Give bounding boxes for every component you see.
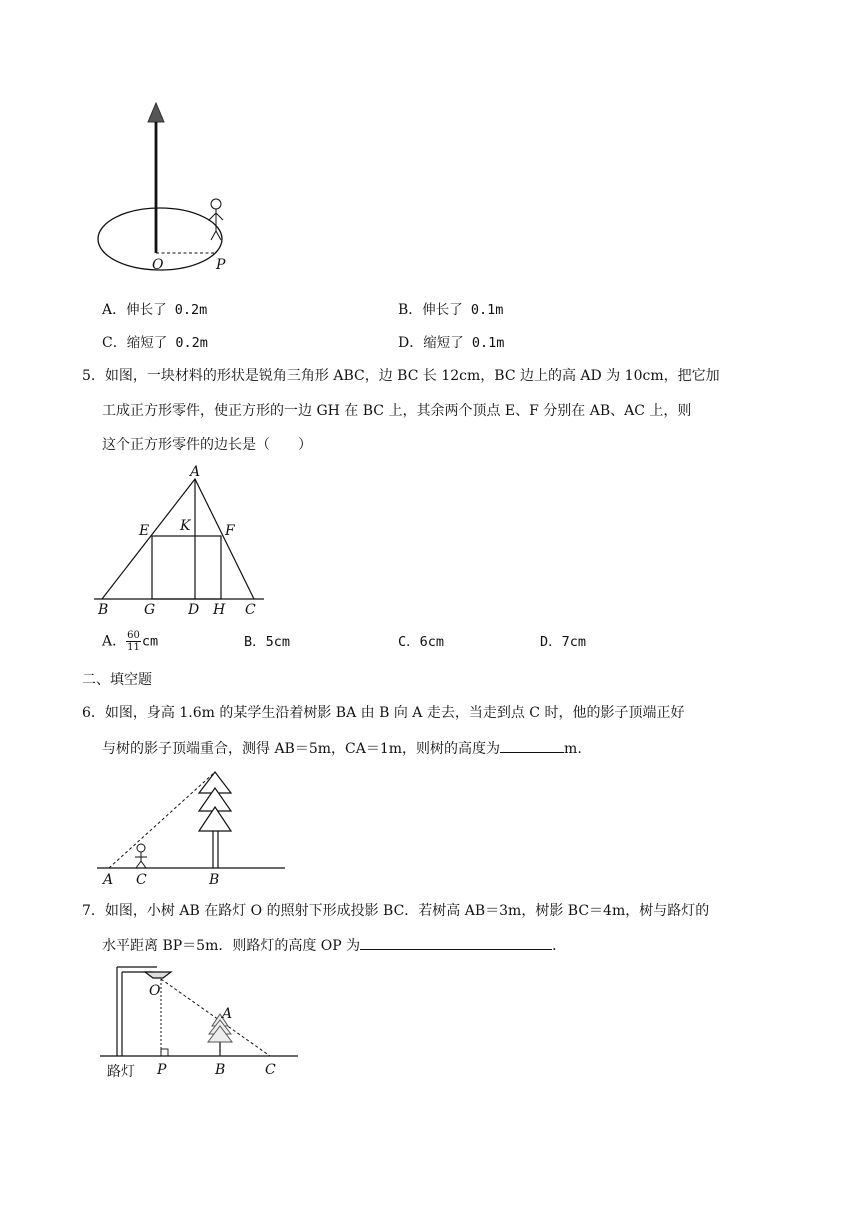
option-letter: D． xyxy=(398,335,424,351)
tree-figure xyxy=(199,772,231,868)
q5-figure xyxy=(92,462,272,620)
option-letter: A． xyxy=(102,302,127,318)
label-e: E xyxy=(139,523,150,539)
q6-text-line-2 xyxy=(102,738,582,759)
label-a: A xyxy=(222,1006,233,1022)
fraction xyxy=(126,630,141,653)
q7-answer-blank[interactable] xyxy=(360,935,552,950)
label-o: O xyxy=(152,257,164,273)
label-k: K xyxy=(180,518,191,534)
label-p: P xyxy=(216,257,226,273)
label-c: C xyxy=(136,872,147,888)
label-lamp: 路灯 xyxy=(107,1064,135,1080)
q4-option-a[interactable] xyxy=(102,300,207,320)
right-angle-mark xyxy=(161,1049,168,1056)
option-letter: A． xyxy=(102,633,127,650)
label-a: A xyxy=(103,872,114,888)
q5-option-c[interactable]: C．6cm xyxy=(398,634,445,650)
q4-figure xyxy=(90,95,250,280)
square-efhg xyxy=(152,536,221,599)
label-c: C xyxy=(265,1062,276,1078)
q6-answer-blank[interactable] xyxy=(500,738,564,753)
q7-figure xyxy=(95,962,305,1084)
q5-option-d[interactable]: D．7cm xyxy=(540,634,587,650)
q6-text: 与树的影子顶端重合，测得 AB＝5m，CA＝1m，则树的高度为 xyxy=(102,741,501,757)
student-figure xyxy=(135,844,147,868)
q7-text-line-2 xyxy=(102,935,566,956)
label-a: A xyxy=(190,464,201,480)
q6-unit: m. xyxy=(564,741,582,757)
q7-text: 水平距离 BP＝5m．则路灯的高度 OP 为 xyxy=(102,938,361,954)
q6-text-line-1: 6．如图，身高 1.6m 的某学生沿着树影 BA 由 B 向 A 走去，当走到点 C 时，他的影子顶端正好 xyxy=(82,705,685,721)
label-b: B xyxy=(209,872,220,888)
q5-text-line-3: 这个正方形零件的边长是（ ） xyxy=(102,437,312,453)
sun-ray xyxy=(109,772,215,868)
q5-option-a[interactable] xyxy=(102,630,158,653)
option-text: 伸长了 0.2m xyxy=(126,302,208,318)
label-g: G xyxy=(144,602,156,618)
option-text: 缩短了 0.2m xyxy=(126,335,208,351)
fraction-numerator: 60 xyxy=(127,630,140,641)
option-letter: C． xyxy=(102,335,127,351)
label-c: C xyxy=(245,602,256,618)
q4-option-c[interactable] xyxy=(102,333,208,353)
option-unit: cm xyxy=(141,633,159,650)
label-o: O xyxy=(149,983,161,999)
triangle-abc xyxy=(102,479,254,599)
light-ray xyxy=(161,979,270,1056)
label-b: B xyxy=(98,602,109,618)
q5-text-line-2: 工成正方形零件，使正方形的一边 GH 在 BC 上，其余两个顶点 E、F 分别在 AB、AC 上，则 xyxy=(102,403,692,419)
pole-arrowhead xyxy=(148,103,164,122)
q5-text-line-1: 5．如图，一块材料的形状是锐角三角形 ABC，边 BC 长 12cm，BC 边上的高 AD 为 10cm，把它加 xyxy=(82,368,720,384)
q4-option-b[interactable] xyxy=(398,300,503,320)
label-f: F xyxy=(225,523,235,539)
label-d: D xyxy=(188,602,200,618)
q5-option-b[interactable]: B．5cm xyxy=(244,634,291,650)
label-h: H xyxy=(213,602,226,618)
q7-text-line-1: 7．如图，小树 AB 在路灯 O 的照射下形成投影 BC．若树高 AB＝3m，树影 BC＝4m，树与路灯的 xyxy=(82,903,710,919)
q4-option-d[interactable] xyxy=(398,333,504,353)
label-b: B xyxy=(215,1062,226,1078)
option-text: 缩短了 0.1m xyxy=(423,335,505,351)
section-heading-fill-in: 二、填空题 xyxy=(82,672,152,688)
option-letter: B． xyxy=(398,302,423,318)
q6-figure xyxy=(92,765,292,890)
label-p: P xyxy=(157,1062,167,1078)
q7-end-mark: ． xyxy=(552,938,567,954)
fraction-denominator: 11 xyxy=(127,642,140,653)
option-text: 伸长了 0.1m xyxy=(422,302,504,318)
